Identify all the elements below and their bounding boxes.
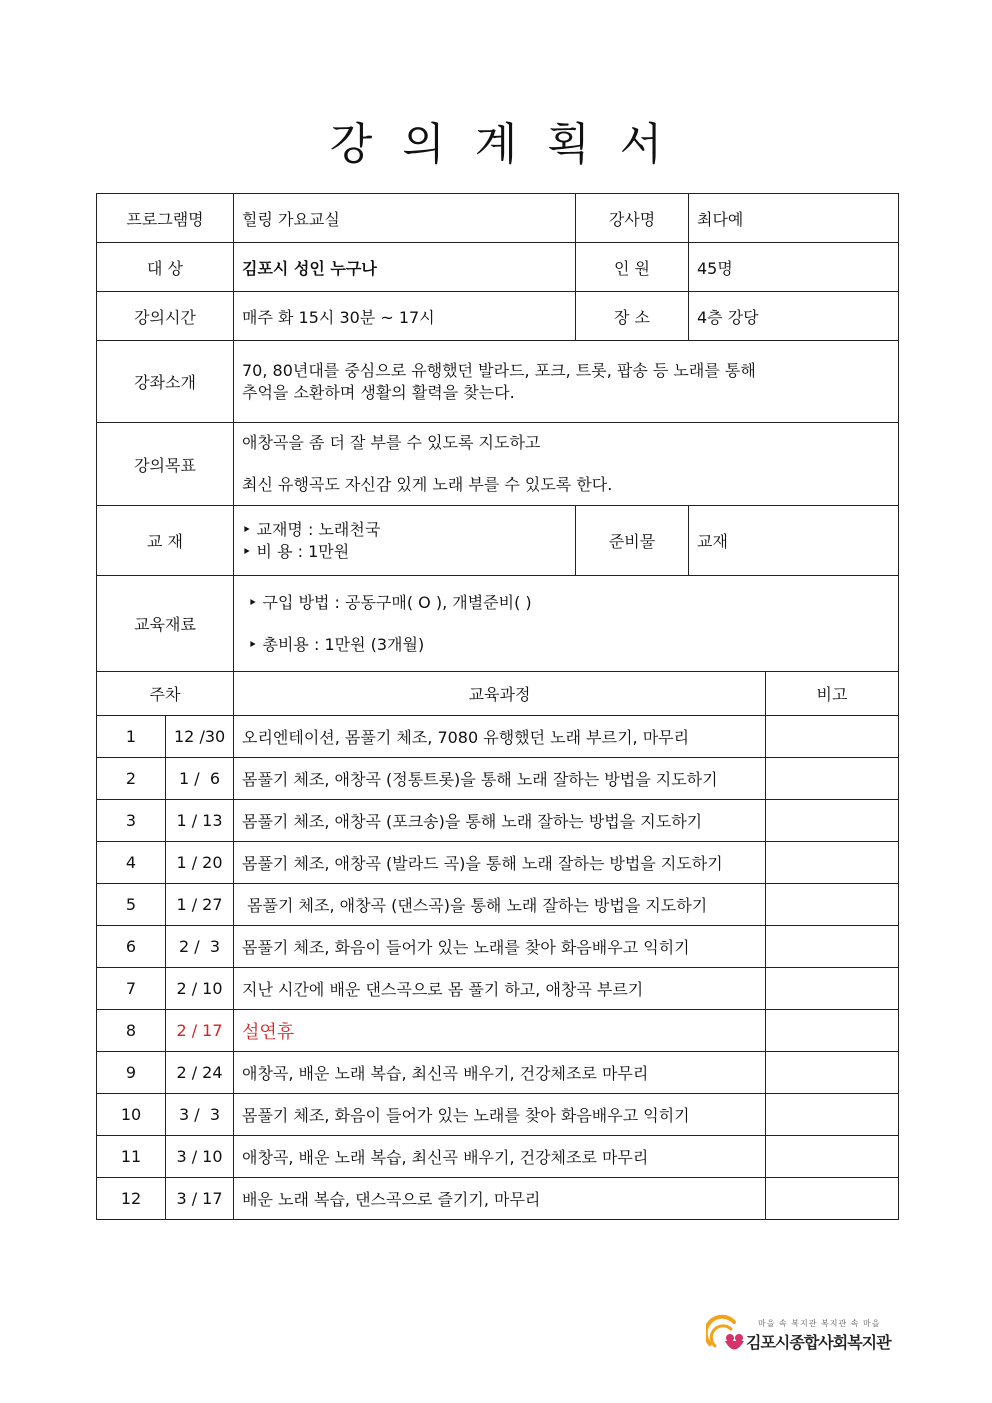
schedule-row — [97, 842, 899, 884]
instructor-value: 최다예 — [689, 194, 899, 243]
intro-row — [97, 341, 899, 423]
goal-label: 강의목표 — [97, 423, 234, 506]
materials-line: ‣ 구입 방법 : 공동구매( O ), 개별준비( ) — [248, 592, 532, 612]
schedule-header-row — [97, 672, 899, 716]
program-row — [97, 194, 899, 243]
week-header: 주차 — [97, 672, 234, 716]
materials-line: ‣ 총비용 : 1만원 (3개월) — [248, 634, 425, 654]
week-number: 5 — [97, 884, 166, 926]
note-cell — [766, 968, 899, 1010]
schedule-row — [97, 1010, 899, 1052]
course-content: 몸풀기 체조, 애창곡 (발라드 곡)을 통해 노래 잘하는 방법을 지도하기 — [234, 842, 766, 884]
intro-line: 70, 80년대를 중심으로 유행했던 발라드, 포크, 트롯, 팝송 등 노래를 통해 — [242, 360, 756, 380]
note-cell — [766, 1094, 899, 1136]
schedule-row — [97, 800, 899, 842]
schedule-row — [97, 884, 899, 926]
course-content: 지난 시간에 배운 댄스곡으로 몸 풀기 하고, 애창곡 부르기 — [234, 968, 766, 1010]
page-title: 강의계획서 — [329, 119, 693, 170]
prep-label: 준비물 — [576, 506, 689, 576]
week-number: 1 — [97, 716, 166, 758]
week-date: 2 / 10 — [166, 968, 234, 1010]
week-date: 2 / 17 — [166, 1010, 234, 1052]
note-cell — [766, 1052, 899, 1094]
course-content: 몸풀기 체조, 화음이 들어가 있는 노래를 찾아 화음배우고 익히기 — [234, 926, 766, 968]
org-name: 김포시종합사회복지관 — [746, 1333, 891, 1352]
note-cell — [766, 842, 899, 884]
schedule-row — [97, 1178, 899, 1220]
week-number: 6 — [97, 926, 166, 968]
week-number: 8 — [97, 1010, 166, 1052]
course-content: 몸풀기 체조, 애창곡 (포크송)을 통해 노래 잘하는 방법을 지도하기 — [234, 800, 766, 842]
course-content: 오리엔테이션, 몸풀기 체조, 7080 유행했던 노래 부르기, 마무리 — [234, 716, 766, 758]
goal-line: 최신 유행곡도 자신감 있게 노래 부를 수 있도록 한다. — [242, 475, 613, 494]
week-date: 3 / 17 — [166, 1178, 234, 1220]
time-row — [97, 292, 899, 341]
lecture-plan-table — [96, 193, 899, 1220]
course-content: 몸풀기 체조, 화음이 들어가 있는 노래를 찾아 화음배우고 익히기 — [234, 1094, 766, 1136]
goal-line: 애창곡을 좀 더 잘 부를 수 있도록 지도하고 — [242, 433, 541, 452]
textbook-label: 교 재 — [97, 506, 234, 576]
note-cell — [766, 758, 899, 800]
program-value: 힐링 가요교실 — [234, 194, 576, 243]
textbook-line: ‣ 비 용 : 1만원 — [242, 541, 350, 561]
schedule-row — [97, 926, 899, 968]
schedule-row — [97, 1136, 899, 1178]
week-date: 1 / 20 — [166, 842, 234, 884]
note-header: 비고 — [766, 672, 899, 716]
week-date: 1 / 13 — [166, 800, 234, 842]
week-date: 2 / 24 — [166, 1052, 234, 1094]
week-number: 10 — [97, 1094, 166, 1136]
week-number: 4 — [97, 842, 166, 884]
materials-text — [234, 576, 899, 672]
intro-label: 강좌소개 — [97, 341, 234, 423]
note-cell — [766, 926, 899, 968]
org-logo — [706, 1310, 906, 1366]
note-cell — [766, 1136, 899, 1178]
course-content: 몸풀기 체조, 애창곡 (정통트롯)을 통해 노래 잘하는 방법을 지도하기 — [234, 758, 766, 800]
goal-text — [234, 423, 899, 506]
week-number: 9 — [97, 1052, 166, 1094]
textbook-line: ‣ 교재명 : 노래천국 — [242, 519, 381, 539]
week-date: 1 / 27 — [166, 884, 234, 926]
schedule-row — [97, 1052, 899, 1094]
note-cell — [766, 884, 899, 926]
note-cell — [766, 800, 899, 842]
target-value: 김포시 성인 누구나 — [234, 243, 576, 292]
textbook-text — [234, 506, 576, 576]
week-date: 3 / 3 — [166, 1094, 234, 1136]
capacity-label: 인 원 — [576, 243, 689, 292]
materials-label: 교육재료 — [97, 576, 234, 672]
time-label: 강의시간 — [97, 292, 234, 341]
intro-line: 추억을 소환하며 생활의 활력을 찾는다. — [242, 382, 515, 402]
target-label: 대 상 — [97, 243, 234, 292]
intro-text — [234, 341, 899, 423]
capacity-value: 45명 — [689, 243, 899, 292]
goal-row — [97, 423, 899, 506]
note-cell — [766, 716, 899, 758]
prep-value: 교재 — [689, 506, 899, 576]
course-header: 교육과정 — [234, 672, 766, 716]
org-slogan: 마을 속 복지관 복지관 속 마을 — [758, 1319, 881, 1328]
schedule-row — [97, 758, 899, 800]
place-value: 4층 강당 — [689, 292, 899, 341]
target-row — [97, 243, 899, 292]
course-content: 애창곡, 배운 노래 복습, 최신곡 배우기, 건강체조로 마무리 — [234, 1136, 766, 1178]
course-content: 설연휴 — [234, 1010, 766, 1052]
place-label: 장 소 — [576, 292, 689, 341]
time-value: 매주 화 15시 30분 ~ 17시 — [234, 292, 576, 341]
note-cell — [766, 1178, 899, 1220]
week-number: 2 — [97, 758, 166, 800]
course-content: 배운 노래 복습, 댄스곡으로 즐기기, 마무리 — [234, 1178, 766, 1220]
program-label: 프로그램명 — [97, 194, 234, 243]
week-number: 11 — [97, 1136, 166, 1178]
week-number: 12 — [97, 1178, 166, 1220]
course-content: 애창곡, 배운 노래 복습, 최신곡 배우기, 건강체조로 마무리 — [234, 1052, 766, 1094]
week-number: 7 — [97, 968, 166, 1010]
week-date: 3 / 10 — [166, 1136, 234, 1178]
note-cell — [766, 1010, 899, 1052]
schedule-row — [97, 1094, 899, 1136]
instructor-label: 강사명 — [576, 194, 689, 243]
week-date: 12 /30 — [166, 716, 234, 758]
materials-row — [97, 576, 899, 672]
week-date: 2 / 3 — [166, 926, 234, 968]
schedule-row — [97, 716, 899, 758]
week-number: 3 — [97, 800, 166, 842]
course-content: 몸풀기 체조, 애창곡 (댄스곡)을 통해 노래 잘하는 방법을 지도하기 — [234, 884, 766, 926]
week-date: 1 / 6 — [166, 758, 234, 800]
schedule-row — [97, 968, 899, 1010]
textbook-row — [97, 506, 899, 576]
heart-people-logo-icon — [706, 1314, 746, 1358]
